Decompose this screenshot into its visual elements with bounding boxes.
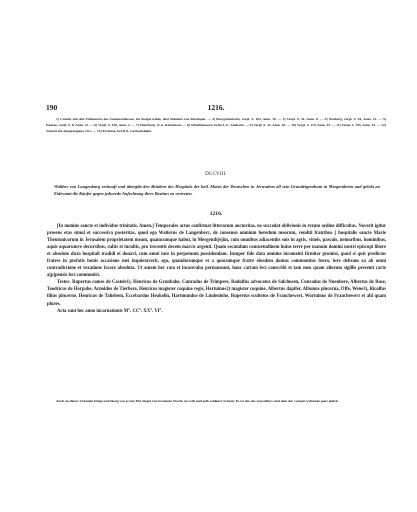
witness-paragraph: Testes: Rupertus comes de Castele1), Henricus de Grunbahe, Cunradus de Trimpere, Rodolfus advocatus de Salchusen, Cunradus de Nuenbere, Albertus de Rose, Teodricus de Horpahe, Arnoldus de Tierbere, Henricus magister coquine regis, Hertuinus2) magister coquine, Albertus dapifer, Albunus pincerna, Offe, Wene3), Ricolfus filius pincerne, Henricus de Tahebem, Eccebardus Heukelin, Hartmundus de Lindenlohe, Rupertus scultetus de Franchewert, Wortuinus de Franchewert et alii quam plures. [47,280,386,307]
seal-note [46,398,386,404]
regest-text: Walther von Langenburg verkauft und übergibt den Brüdern des Hospitals der heil. Maria der Deutschen in Jerusalem all sein Grundeigenthum in Mergentheim und gelobt an Eidesstatt die Käufer gegen jedweede Anfechtung ihres Besitzes zu vertreten. [54,184,380,197]
page-number: 190 [46,103,58,112]
document-number: DCCVIII. [205,172,227,177]
footnotes-text: 1) Castell, mit den Trümmern des Stammschlosses, im Steigerwalde, drei Stunden von Kitzingen. — 2) Burggrumbach, vergl. S. 183, Anm. 10. — 3) Vergl. S. 31, Anm. 8. — 4) Neuberg, vergl. S. 94, Anm. 13. — 5) Endsee, vergl. S. 8, Anm. 12. — 6) Vergl. S. 150, Anm. 2. — 7) Thierberg, O.A. Künzelsau. — 8) Schaftheusern, beim L.G. Ansbach. — 9) Vergl. S. 31, Anm. 10. — 10) Vergl. S. 115, Anm. 15. — 11) Vergl. S. 155, Anm. 14. — 12) Schotzi ein abgegangener Ort. — 13) Ersinsee, bei B.A. Gerlachsheim. [46,117,386,134]
document-date: 1216. [209,211,223,217]
header-year: 1216. [207,103,225,112]
seal-note-text: Auch an dieser Urkunde hängt und hieng von je nur Ein Siegel von braunem Wachs an roth und gelb seidener Schnur. Es ist das des Ausstellers und dem der vorigen Urkunde ganz gleich. [56,399,339,403]
footnotes [46,116,386,134]
regest [54,183,380,197]
charter-text [47,223,386,315]
charter-paragraph: [In nomine sancte et individue trinitatis. Amen.] Temporales actus confirmat litterarum auctoritas, ne succedat oblivionis in rerum ordine difficultas. Noverit igitur presens etas simul et successiva posteritas, quod ego Walterus de Langenberc, de consensu omnium heredum meorum, venditi fratribus [ hospitalis sancte Marie Theutonicorum in Jerusalem proprietatem meam, quamcumque habui, in Mergenth[e]im, cum omnibus adiacentiis suis in agris, vineis, pascuis, nemoribus, hominibus, aquis aquarumve decursibus, cultis et incultis, pro trecentis decem marcis argenti. Quam secundum consuetudinem huius terre per manum domini nostri episcopi libere et absolute dicto hospitali tradidi et donavi, cum omni iure in perpetuum possidendam. Insuper fide data omnine iuramenti firmiter promisi, quod si quis predictos fratres in prefatis bonis occasione mei inquietaverit, ego, quandocumque et a quocumque fratre eiusdem domus commonitus fuero, iure debeam ea ab omni contradictione et vexatione facere absoluta. Ut autem hec rata et inconvulsa permaneant, hanc cartam feci conscribi et tam meo quam aliorum sigillis presenti carte a[p]pensis feci communiri. [47,224,386,279]
dating-paragraph: Acta sunt hec anno incarnationis M°. CC°. XX°. VI°. [57,308,163,314]
